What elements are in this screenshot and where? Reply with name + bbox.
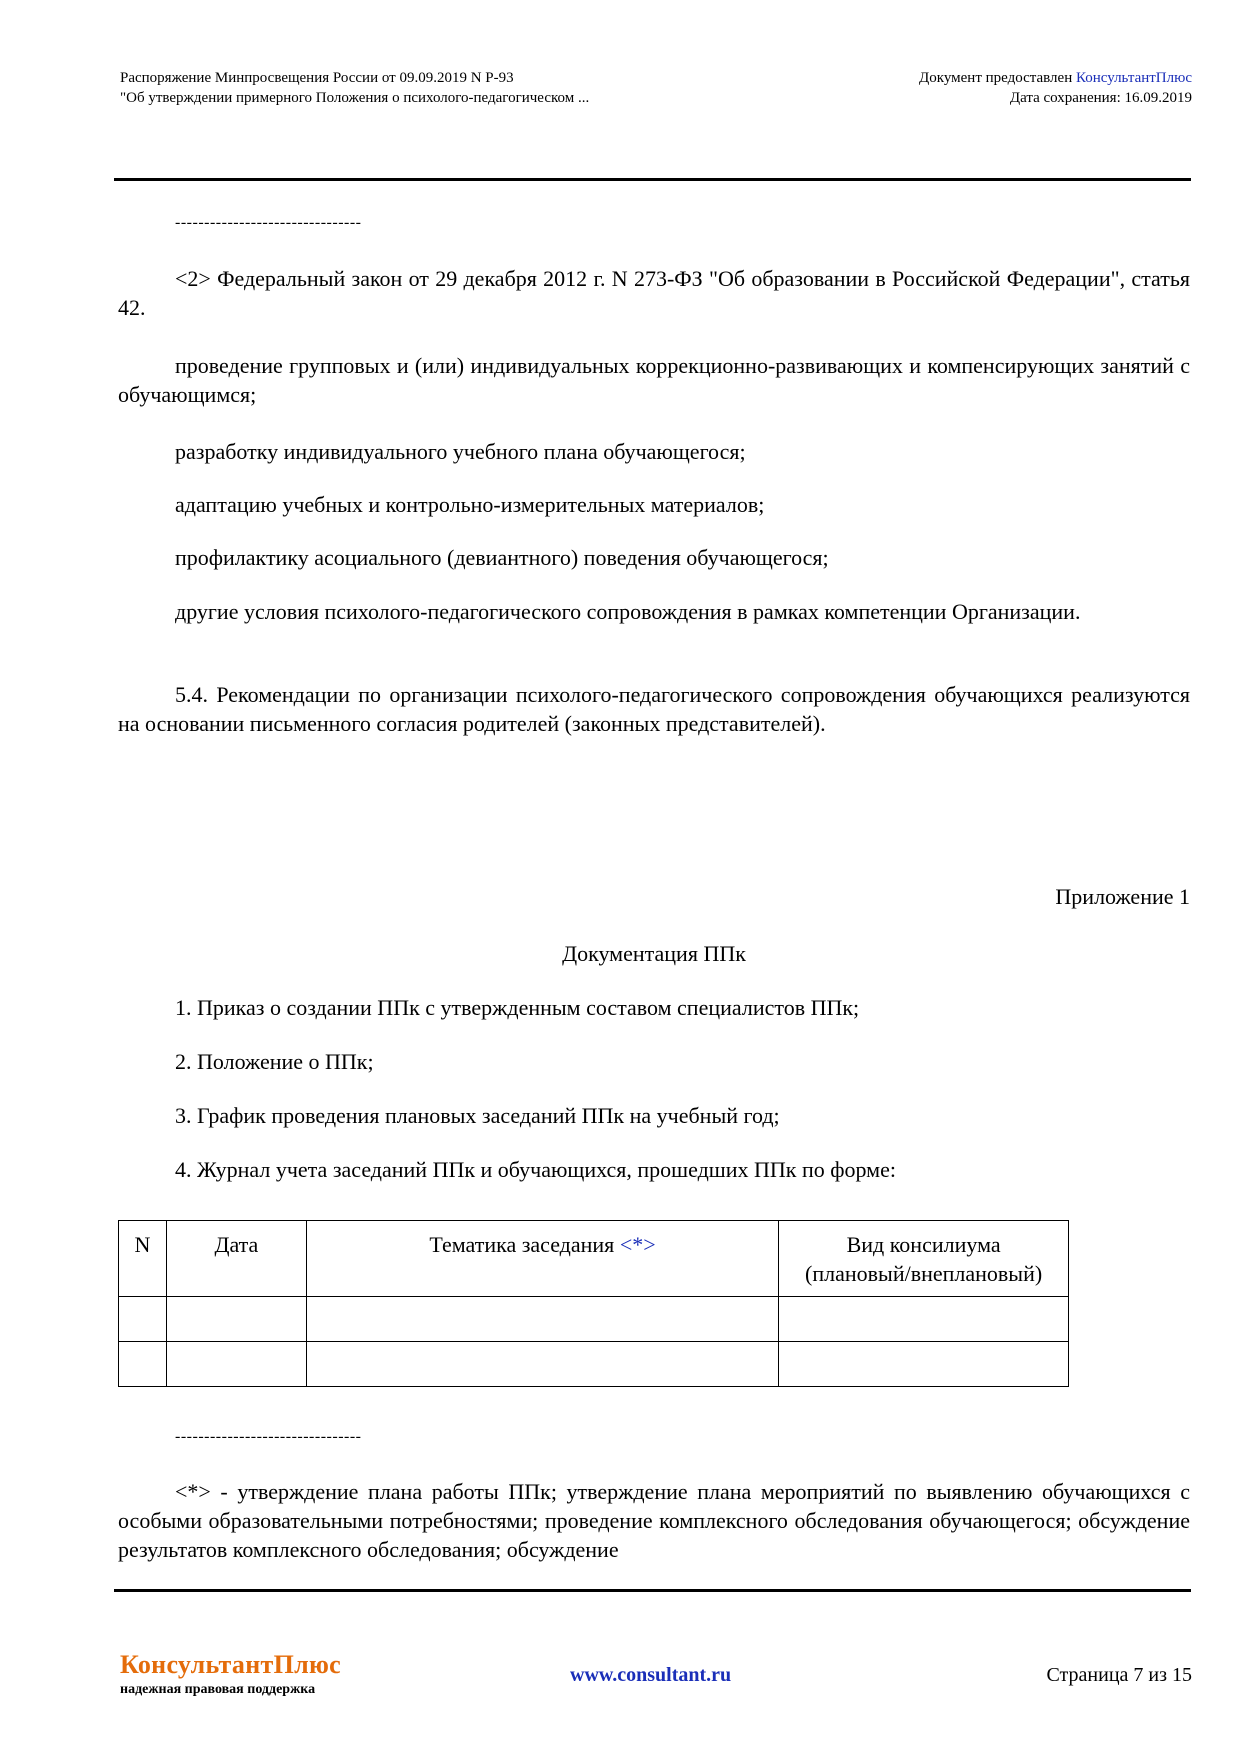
doc-list-item: 1. Приказ о создании ППк с утвержденным составом специалистов ППк; [175, 995, 860, 1020]
document-header-provider [919, 68, 1192, 108]
table-cell [306, 1342, 778, 1387]
list-item: разработку индивидуального учебного плана обучающегося; [175, 439, 746, 464]
logo-tagline: надежная правовая поддержка [120, 1682, 316, 1697]
list-item: другие условия психолого-педагогического сопровождения в рамках компетенции Организации. [175, 599, 1081, 624]
table-cell [166, 1342, 306, 1387]
footnote-star-text: - утверждение плана работы ППк; утверждение плана мероприятий по выявлению обучающихся с особыми образовательными потребностями; проведение комплексного обследования обучающегося; обсуждение результатов комплексного обследования; обсуждение [118, 1479, 1190, 1562]
table-cell [779, 1297, 1069, 1342]
meetings-journal-table [118, 1220, 1069, 1387]
table-cell [119, 1342, 167, 1387]
col-header-kind [779, 1221, 1069, 1297]
appendix-label: Приложение 1 [1055, 884, 1190, 909]
paragraph-5-4: 5.4. Рекомендации по организации психолого-педагогического сопровождения обучающихся реализуются на основании письменного согласия родителей (законных представителей). [118, 682, 1190, 736]
save-date: Дата сохранения: 16.09.2019 [1009, 90, 1192, 106]
footnote-star [118, 1477, 1190, 1564]
footnote-star-marker: <*> [175, 1479, 211, 1504]
footnote-separator: -------------------------------- [175, 1428, 362, 1445]
consultant-logo [120, 1650, 341, 1698]
footnote-2: <2> Федеральный закон от 29 декабря 2012 г. N 273-ФЗ "Об образовании в Российской Федерации", статья 42. [118, 266, 1190, 320]
table-cell [119, 1297, 167, 1342]
doc-title-line2: "Об утверждении примерного Положения о психолого-педагогическом ... [120, 90, 590, 106]
footnote-star-link[interactable]: <*> [619, 1232, 656, 1257]
website-link[interactable]: www.consultant.ru [570, 1664, 732, 1686]
doc-title-line1: Распоряжение Минпросвещения России от 09.09.2019 N Р-93 [120, 70, 514, 86]
list-item: адаптацию учебных и контрольно-измерительных материалов; [175, 492, 765, 517]
col-header-topic [306, 1221, 778, 1297]
col-header-number: N [119, 1221, 167, 1297]
header-divider [114, 178, 1191, 181]
doc-list-item: 4. Журнал учета заседаний ППк и обучающихся, прошедших ППк по форме: [175, 1157, 896, 1182]
document-header-title [120, 68, 589, 108]
table-cell [779, 1342, 1069, 1387]
appendix-title: Документация ППк [562, 941, 746, 966]
doc-list-item: 2. Положение о ППк; [175, 1049, 374, 1074]
kind-label-line1: Вид консилиума [846, 1232, 1001, 1257]
page-number: Страница 7 из 15 [1046, 1664, 1192, 1686]
consultant-brand-link[interactable]: КонсультантПлюс [1075, 70, 1192, 86]
list-item: профилактику асоциального (девиантного) поведения обучающегося; [175, 545, 829, 570]
table-row [119, 1342, 1069, 1387]
list-item: проведение групповых и (или) индивидуальных коррекционно-развивающих и компенсирующих занятий с обучающимся; [118, 353, 1190, 407]
logo-name: КонсультантПлюс [120, 1650, 341, 1679]
topic-label: Тематика заседания [429, 1232, 620, 1257]
col-header-date: Дата [166, 1221, 306, 1297]
kind-label-line2: (плановый/внеплановый) [805, 1261, 1043, 1286]
footer-divider [114, 1589, 1191, 1592]
table-header-row [119, 1221, 1069, 1297]
doc-list-item: 3. График проведения плановых заседаний ППк на учебный год; [175, 1103, 780, 1128]
table-row [119, 1297, 1069, 1342]
table-cell [166, 1297, 306, 1342]
provided-by-prefix: Документ предоставлен [919, 70, 1076, 86]
table-cell [306, 1297, 778, 1342]
footnote-separator: -------------------------------- [175, 214, 362, 231]
